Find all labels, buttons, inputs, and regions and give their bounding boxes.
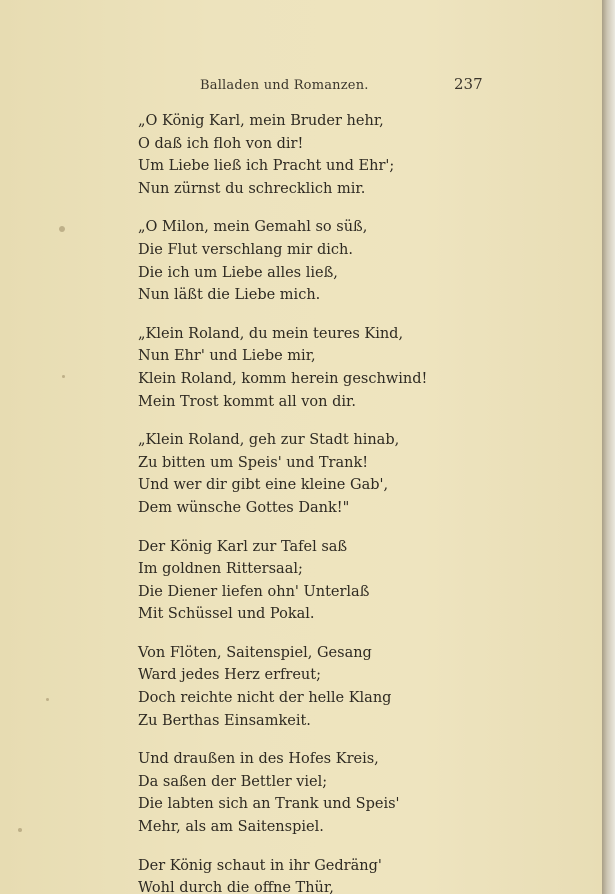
verse-line: „O König Karl, mein Bruder hehr, [138,113,384,129]
verse-line: Doch reichte nicht der helle Klang [138,690,392,707]
verse-line: O daß ich floh von dir! [138,135,304,152]
stanza-3 [138,323,528,413]
stanza-7 [138,748,528,838]
stanza-4 [138,429,528,519]
verse-line: Der König Karl zur Tafel saß [138,538,348,555]
verse-line: Um Liebe ließ ich Pracht und Ehr'; [138,158,395,175]
verse-line: Die Flut verschlang mir dich. [138,241,353,258]
verse-line: Und wer dir gibt eine kleine Gab', [138,477,389,494]
verse-line: Da saßen der Bettler viel; [138,773,328,790]
paper-stain [59,226,65,232]
stanza-2 [138,216,528,306]
verse-line: Die Diener liefen ohn' Unterlaß [138,583,370,600]
stanza-6 [138,642,528,732]
verse-line: Der König schaut in ihr Gedräng' [138,857,382,874]
verse-line: Von Flöten, Saitenspiel, Gesang [138,644,372,661]
verse-line: Die ich um Liebe alles ließ, [138,264,338,281]
page-number: 237 [454,75,483,93]
verse-line: Zu bitten um Speis' und Trank! [138,454,369,471]
verse-line: Nun Ehr' und Liebe mir, [138,348,316,365]
stanza-8 [138,855,528,894]
verse-line: Mehr, als am Saitenspiel. [138,819,324,836]
verse-line: Dem wünsche Gottes Dank!" [138,499,350,516]
paper-stain [18,828,22,832]
verse-line: Nun zürnst du schrecklich mir. [138,180,366,197]
verse-line: Im goldnen Rittersaal; [138,561,303,578]
paper-stain [62,375,65,378]
verse-line: Nun läßt die Liebe mich. [138,287,321,304]
verse-line: Wohl durch die offne Thür, [138,880,334,894]
stanza-1 [138,110,528,200]
page-edge [602,0,615,894]
verse-line: Klein Roland, komm herein geschwind! [138,370,428,387]
verse-line: „O Milon, mein Gemahl so süß, [138,219,368,236]
verse-line: „Klein Roland, du mein teures Kind, [138,325,404,342]
running-title: Balladen und Romanzen. [200,78,369,93]
verse-line: Mit Schüssel und Pokal. [138,606,315,623]
verse-line: Zu Berthas Einsamkeit. [138,712,311,729]
stanza-5 [138,536,528,626]
verse-line: „Klein Roland, geh zur Stadt hinab, [138,432,400,449]
verse-line: Mein Trost kommt all von dir. [138,393,356,410]
verse-line: Und draußen in des Hofes Kreis, [138,751,379,768]
paper-stain [46,698,49,701]
verse-line: Ward jedes Herz erfreut; [138,667,321,684]
poem-text [138,110,528,894]
verse-line: Die labten sich an Trank und Speis' [138,796,400,813]
